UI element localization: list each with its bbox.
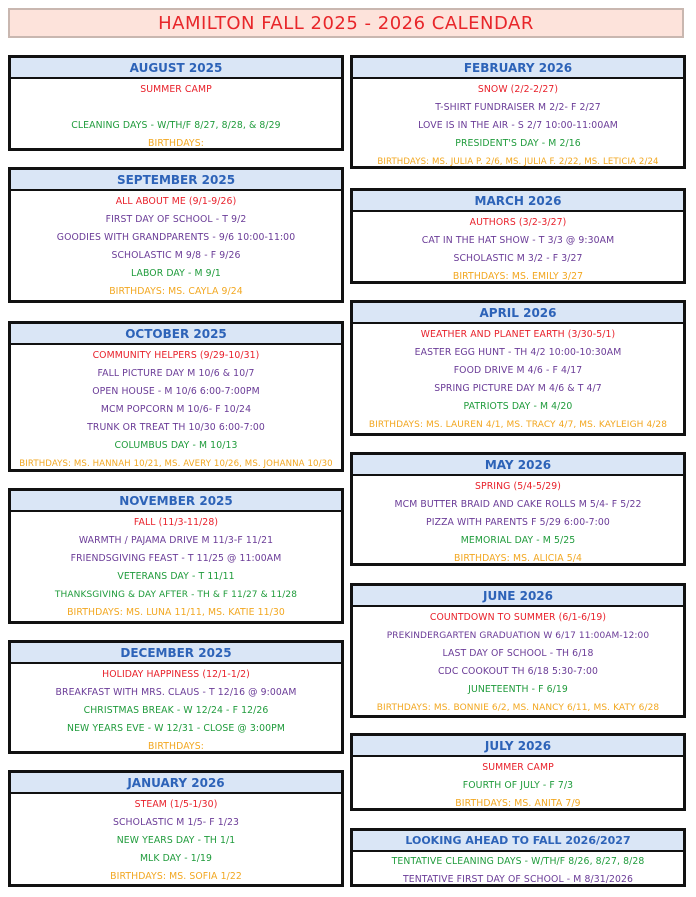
birthdays-line: BIRTHDAYS: MS. ANITA 7/9 xyxy=(455,798,581,809)
month-header: JULY 2026 xyxy=(353,736,683,757)
month-september xyxy=(8,167,344,303)
month-march xyxy=(350,188,686,284)
month-theme: COMMUNITY HELPERS (9/29-10/31) xyxy=(92,350,260,361)
month-theme: COUNTDOWN TO SUMMER (6/1-6/19) xyxy=(429,612,607,623)
month-january xyxy=(8,770,344,887)
event-line: CDC COOKOUT TH 6/18 5:30-7:00 xyxy=(437,666,599,677)
event-line: EASTER EGG HUNT - TH 4/2 10:00-10:30AM xyxy=(414,347,622,358)
birthdays-line: BIRTHDAYS: xyxy=(148,741,204,752)
event-line: GOODIES WITH GRANDPARENTS - 9/6 10:00-11:00 xyxy=(56,232,296,243)
tentative-cleaning-days: TENTATIVE CLEANING DAYS - W/TH/F 8/26, 8/27, 8/28 xyxy=(391,856,645,867)
month-theme: SUMMER CAMP xyxy=(482,762,554,773)
tentative-first-day: TENTATIVE FIRST DAY OF SCHOOL - M 8/31/2026 xyxy=(402,874,634,885)
event-line: MCM POPCORN M 10/6- F 10/24 xyxy=(100,404,252,415)
event-line: SCHOLASTIC M 1/5- F 1/23 xyxy=(112,817,240,828)
calendar-title: HAMILTON FALL 2025 - 2026 CALENDAR xyxy=(8,8,684,38)
holiday-line: NEW YEARS EVE - W 12/31 - CLOSE @ 3:00PM xyxy=(67,723,285,734)
month-february xyxy=(350,55,686,169)
month-theme: AUTHORS (3/2-3/27) xyxy=(469,217,567,228)
event-line: BREAKFAST WITH MRS. CLAUS - T 12/16 @ 9:00AM xyxy=(55,687,297,698)
event-line: CLEANING DAYS - W/TH/F 8/27, 8/28, & 8/29 xyxy=(71,120,281,131)
event-line: SCHOLASTIC M 9/8 - F 9/26 xyxy=(111,250,241,261)
holiday-line: NEW YEARS DAY - TH 1/1 xyxy=(116,835,236,846)
event-line: FRIENDSGIVING FEAST - T 11/25 @ 11:00AM xyxy=(70,553,282,564)
birthdays-line: BIRTHDAYS: xyxy=(148,138,204,149)
month-theme: SNOW (2/2-2/27) xyxy=(477,84,559,95)
month-header: JANUARY 2026 xyxy=(11,773,341,794)
holiday-line: PATRIOTS DAY - M 4/20 xyxy=(463,401,573,412)
holiday-line: THANKSGIVING & DAY AFTER - TH & F 11/27 & 11/28 xyxy=(54,590,298,600)
holiday-line: LABOR DAY - M 9/1 xyxy=(131,268,221,279)
event-line: LAST DAY OF SCHOOL - TH 6/18 xyxy=(442,648,594,659)
blank-line xyxy=(11,99,341,117)
month-theme: FALL (11/3-11/28) xyxy=(133,517,219,528)
looking-ahead-header: LOOKING AHEAD TO FALL 2026/2027 xyxy=(353,831,683,852)
holiday-line: VETERANS DAY - T 11/11 xyxy=(117,571,235,582)
month-header: SEPTEMBER 2025 xyxy=(11,170,341,191)
month-header: FEBRUARY 2026 xyxy=(353,58,683,79)
month-header: AUGUST 2025 xyxy=(11,58,341,79)
holiday-line: PRESIDENT'S DAY - M 2/16 xyxy=(455,138,581,149)
month-october xyxy=(8,321,344,472)
month-header: JUNE 2026 xyxy=(353,586,683,607)
month-theme: SPRING (5/4-5/29) xyxy=(475,481,561,492)
month-june xyxy=(350,583,686,718)
holiday-line: MEMORIAL DAY - M 5/25 xyxy=(460,535,576,546)
month-april xyxy=(350,300,686,436)
month-theme: STEAM (1/5-1/30) xyxy=(134,799,218,810)
birthdays-line: BIRTHDAYS: MS. HANNAH 10/21, MS. AVERY 10/26, MS. JOHANNA 10/30 xyxy=(19,459,333,469)
birthdays-line: BIRTHDAYS: MS. SOFIA 1/22 xyxy=(110,871,242,882)
month-november xyxy=(8,488,344,624)
month-theme: SUMMER CAMP xyxy=(140,84,212,95)
event-line: TRUNK OR TREAT TH 10/30 6:00-7:00 xyxy=(87,422,265,433)
birthdays-line: BIRTHDAYS: MS. CAYLA 9/24 xyxy=(109,286,243,297)
birthdays-line: BIRTHDAYS: MS. BONNIE 6/2, MS. NANCY 6/11, MS. KATY 6/28 xyxy=(376,703,660,713)
month-theme: HOLIDAY HAPPINESS (12/1-1/2) xyxy=(102,669,250,680)
looking-ahead xyxy=(350,828,686,887)
event-line: CAT IN THE HAT SHOW - T 3/3 @ 9:30AM xyxy=(421,235,615,246)
birthdays-line: BIRTHDAYS: MS. LUNA 11/11, MS. KATIE 11/30 xyxy=(67,607,285,618)
birthdays-line: BIRTHDAYS: MS. EMILY 3/27 xyxy=(452,271,584,282)
event-line: MCM BUTTER BRAID AND CAKE ROLLS M 5/4- F 5/22 xyxy=(394,499,642,510)
birthdays-line: BIRTHDAYS: MS. JULIA P. 2/6, MS. JULIA F. 2/22, MS. LETICIA 2/24 xyxy=(377,157,659,167)
month-theme: ALL ABOUT ME (9/1-9/26) xyxy=(115,196,237,207)
month-header: MAY 2026 xyxy=(353,455,683,476)
month-theme: WEATHER AND PLANET EARTH (3/30-5/1) xyxy=(420,329,616,340)
month-july xyxy=(350,733,686,811)
event-line: LOVE IS IN THE AIR - S 2/7 10:00-11:00AM xyxy=(418,120,618,131)
event-line: T-SHIRT FUNDRAISER M 2/2- F 2/27 xyxy=(435,102,601,113)
event-line: FIRST DAY OF SCHOOL - T 9/2 xyxy=(105,214,247,225)
month-header: NOVEMBER 2025 xyxy=(11,491,341,512)
holiday-line: JUNETEENTH - F 6/19 xyxy=(468,684,568,695)
month-header: APRIL 2026 xyxy=(353,303,683,324)
birthdays-line: BIRTHDAYS: MS. ALICIA 5/4 xyxy=(454,553,582,564)
holiday-line: FOURTH OF JULY - F 7/3 xyxy=(462,780,574,791)
event-line: OPEN HOUSE - M 10/6 6:00-7:00PM xyxy=(92,386,260,397)
event-line: SCHOLASTIC M 3/2 - F 3/27 xyxy=(453,253,583,264)
holiday-line: MLK DAY - 1/19 xyxy=(139,853,213,864)
holiday-line: COLUMBUS DAY - M 10/13 xyxy=(114,440,238,451)
month-header: OCTOBER 2025 xyxy=(11,324,341,345)
month-header: DECEMBER 2025 xyxy=(11,643,341,664)
event-line: WARMTH / PAJAMA DRIVE M 11/3-F 11/21 xyxy=(78,535,274,546)
month-header: MARCH 2026 xyxy=(353,191,683,212)
month-august xyxy=(8,55,344,151)
month-december xyxy=(8,640,344,754)
birthdays-line: BIRTHDAYS: MS. LAUREN 4/1, MS. TRACY 4/7, MS. KAYLEIGH 4/28 xyxy=(368,420,668,430)
month-may xyxy=(350,452,686,566)
event-line: PREKINDERGARTEN GRADUATION W 6/17 11:00AM-12:00 xyxy=(386,631,650,641)
holiday-line: CHRISTMAS BREAK - W 12/24 - F 12/26 xyxy=(83,705,269,716)
event-line: FALL PICTURE DAY M 10/6 & 10/7 xyxy=(97,368,255,379)
event-line: PIZZA WITH PARENTS F 5/29 6:00-7:00 xyxy=(426,517,610,528)
event-line: FOOD DRIVE M 4/6 - F 4/17 xyxy=(453,365,583,376)
event-line: SPRING PICTURE DAY M 4/6 & T 4/7 xyxy=(434,383,602,394)
